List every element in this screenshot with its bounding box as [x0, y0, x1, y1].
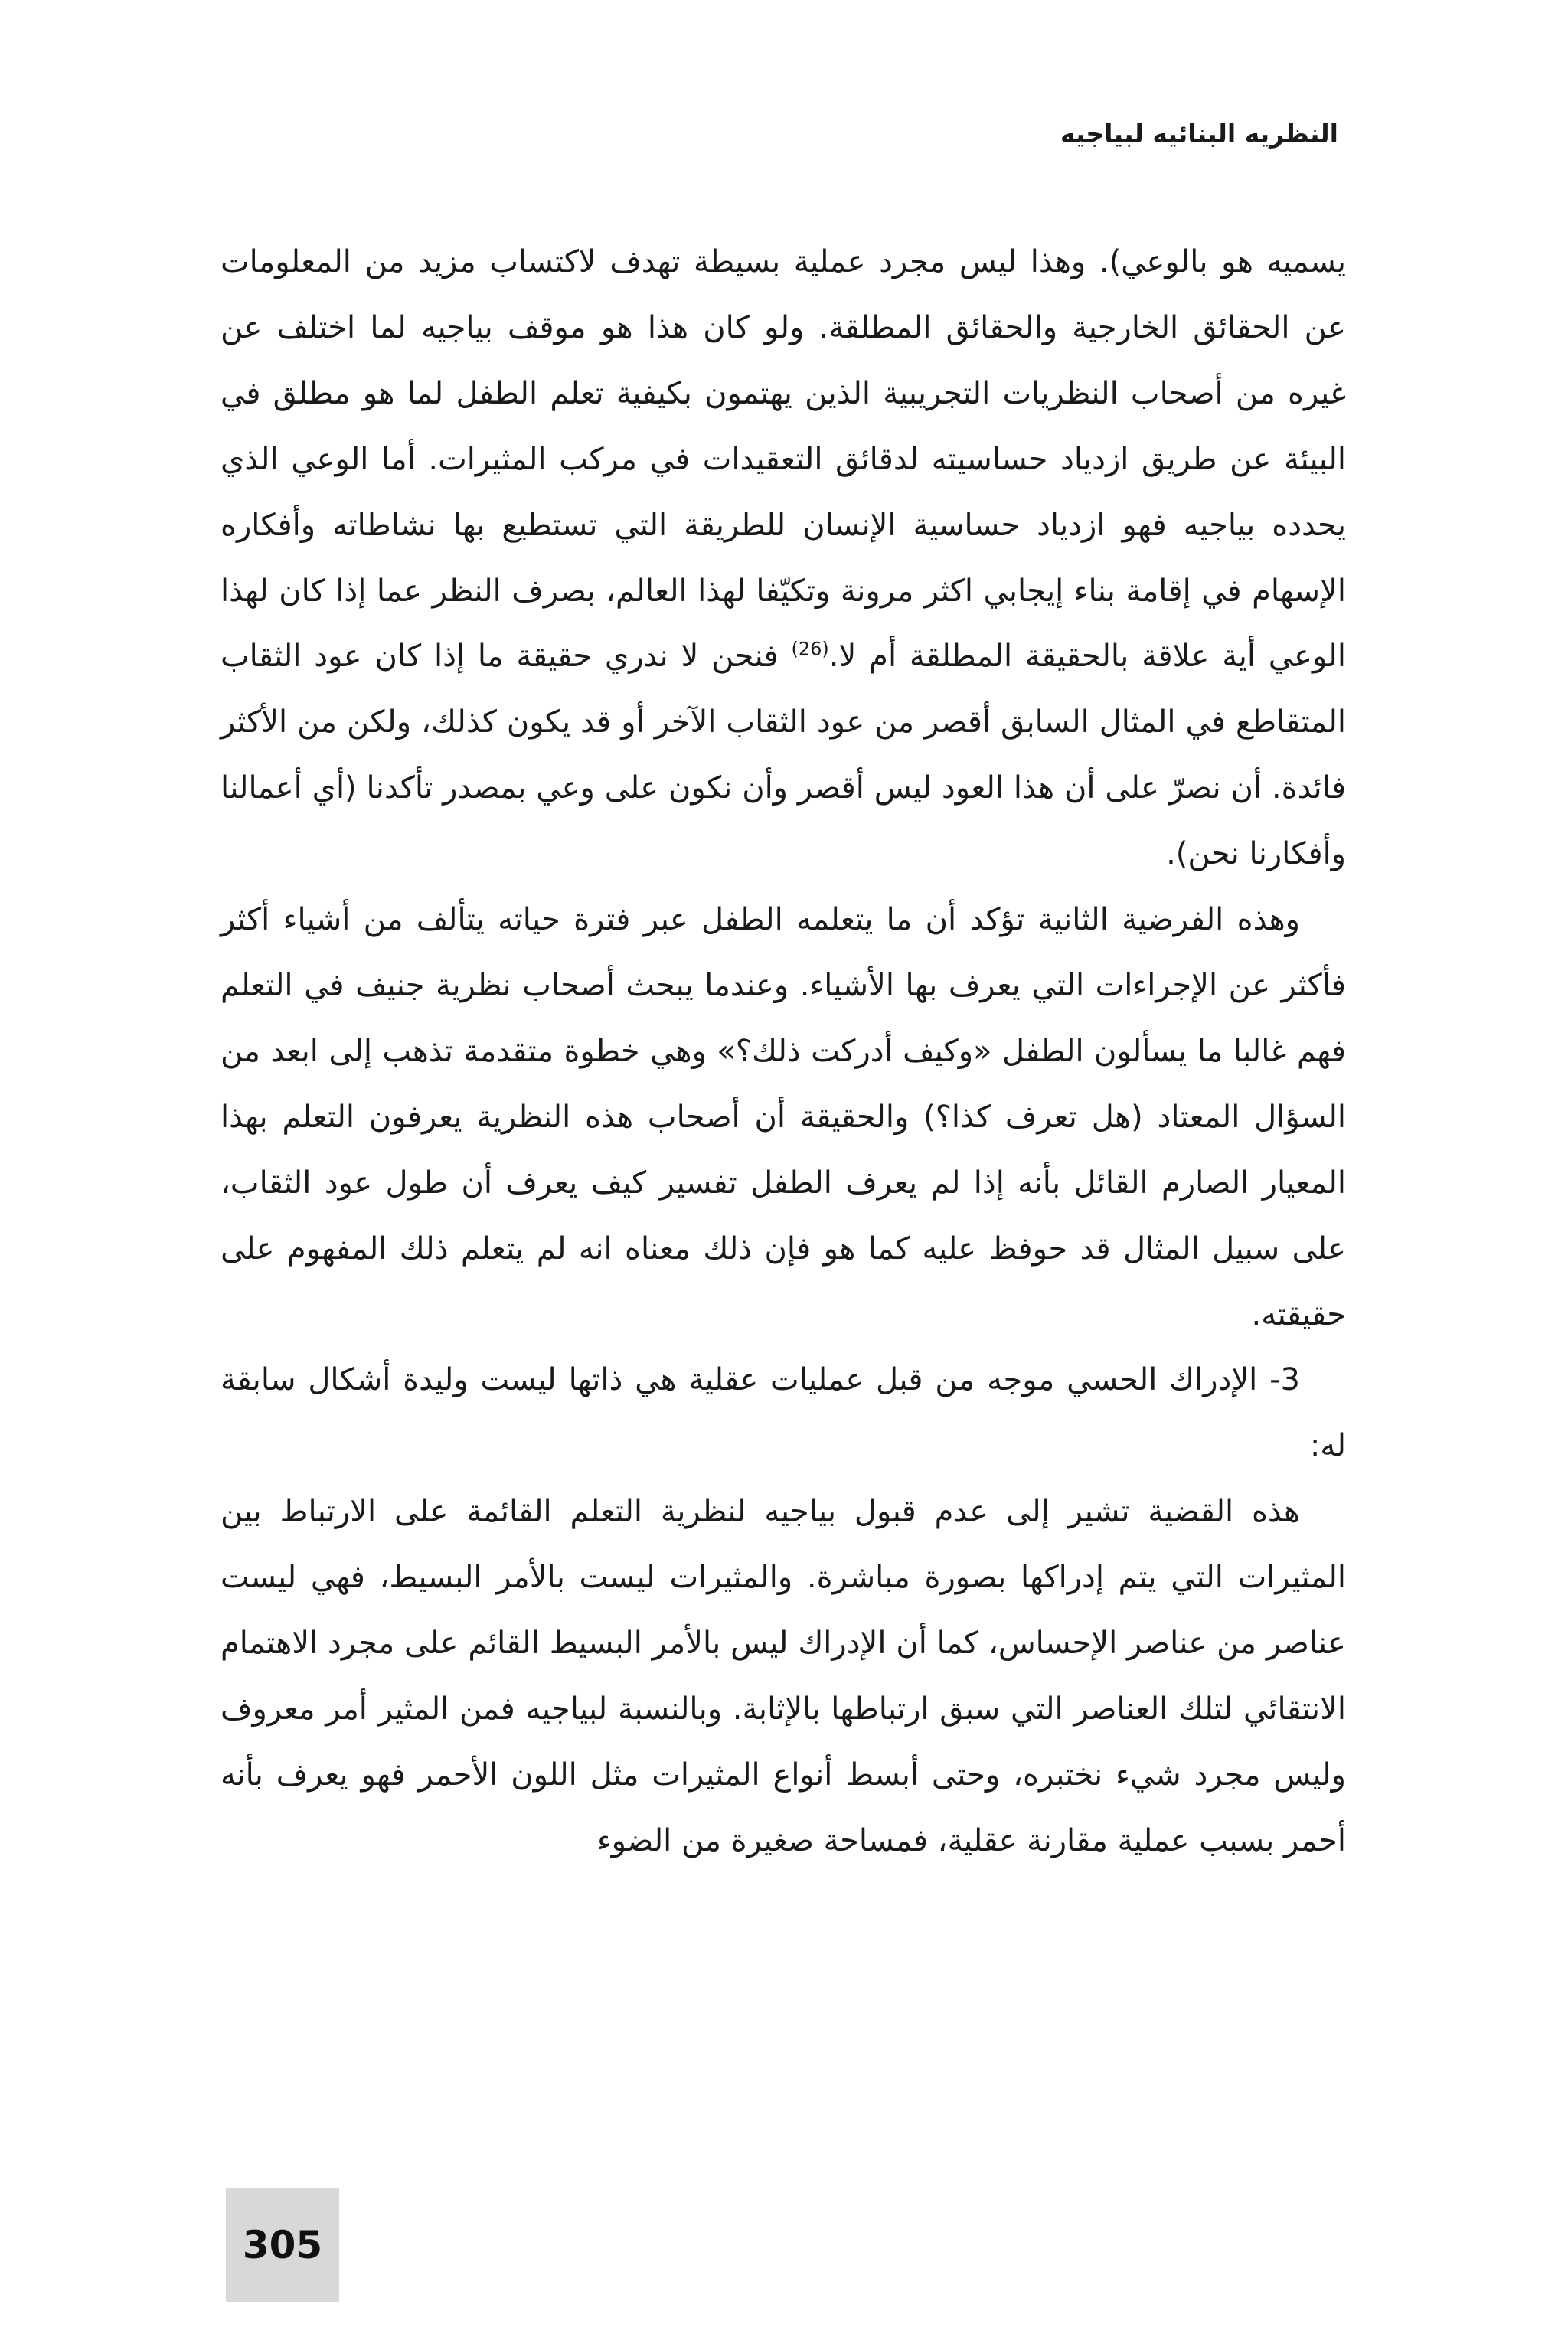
paragraph-1-text: يسميه هو بالوعي). وهذا ليس مجرد عملية بسيطة تهدف لاكتساب مزيد من المعلومات عن الحقائق الخارجية والحقائق المطلقة. ولو كان هذا هو موقف بياجيه لما اختلف عن غيره من أصحاب النظريات التجريبية الذين يهتمون بكيفية تعلم الطفل لما هو مطلق في البيئة عن طريق ازدياد حساسيته لدقائق التعقيدات في مركب المثيرات. أما الوعي الذي يحدده بياجيه فهو ازدياد حساسية الإنسان للطريقة التي تستطيع بها نشاطاته وأفكاره الإسهام في إقامة بناء إيجابي اكثر مرونة وتكيّفا لهذا العالم، بصرف النظر عما إذا كان لهذا الوعي أية علاقة بالحقيقة المطلقة أم لا.	[220, 244, 1346, 675]
paragraph-1-text-continued: فنحن لا ندري حقيقة ما إذا كان عود الثقاب المتقاطع في المثال السابق أقصر من عود الثقاب الآخر أو قد يكون كذلك، ولكن من الأكثر فائدة. أن نصرّ على أن هذا العود ليس أقصر وأن نكون على وعي بمصدر تأكدنا (أي أعمالنا وأفكارنا نحن).	[220, 639, 1346, 872]
paragraph-1	[220, 230, 1346, 887]
paragraph-4: هذه القضية تشير إلى عدم قبول بياجيه لنظرية التعلم القائمة على الارتباط بين المثيرات التي يتم إدراكها بصورة مباشرة. والمثيرات ليست بالأمر البسيط، فهي ليست عناصر من عناصر الإحساس، كما أن الإدراك ليس بالأمر البسيط القائم على مجرد الاهتمام الانتقائي لتلك العناصر التي سبق ارتباطها بالإثابة. وبالنسبة لبياجيه فمن المثير أمر معروف وليس مجرد شيء نختبره، وحتى أبسط أنواع المثيرات مثل اللون الأحمر فهو يعرف بأنه أحمر بسبب عملية مقارنة عقلية، فمساحة صغيرة من الضوء	[220, 1494, 1346, 1858]
body-text	[220, 230, 1346, 1874]
page-number-box	[226, 2188, 339, 2302]
running-header: النظريه البنائيه لبياجيه	[1060, 119, 1338, 149]
footnote-reference[interactable]: (26)	[791, 639, 829, 661]
page-number: 305	[242, 2223, 323, 2267]
paragraph-2: وهذه الفرضية الثانية تؤكد أن ما يتعلمه الطفل عبر فترة حياته يتألف من أشياء أكثر فأكثر عن الإجراءات التي يعرف بها الأشياء. وعندما يبحث أصحاب نظرية جنيف في التعلم فهم غالبا ما يسألون الطفل «وكيف أدركت ذلك؟» وهي خطوة متقدمة تذهب إلى ابعد من السؤال المعتاد (هل تعرف كذا؟) والحقيقة أن أصحاب هذه النظرية يعرفون التعلم بهذا المعيار الصارم القائل بأنه إذا لم يعرف الطفل تفسير كيف يعرف أن طول عود الثقاب، على سبيل المثال قد حوفظ عليه كما هو فإن ذلك معناه انه لم يتعلم ذلك المفهوم على حقيقته.	[220, 902, 1346, 1332]
paragraph-3-numbered-heading: 3- الإدراك الحسي موجه من قبل عمليات عقلية هي ذاتها ليست وليدة أشكال سابقة له:	[220, 1362, 1346, 1464]
